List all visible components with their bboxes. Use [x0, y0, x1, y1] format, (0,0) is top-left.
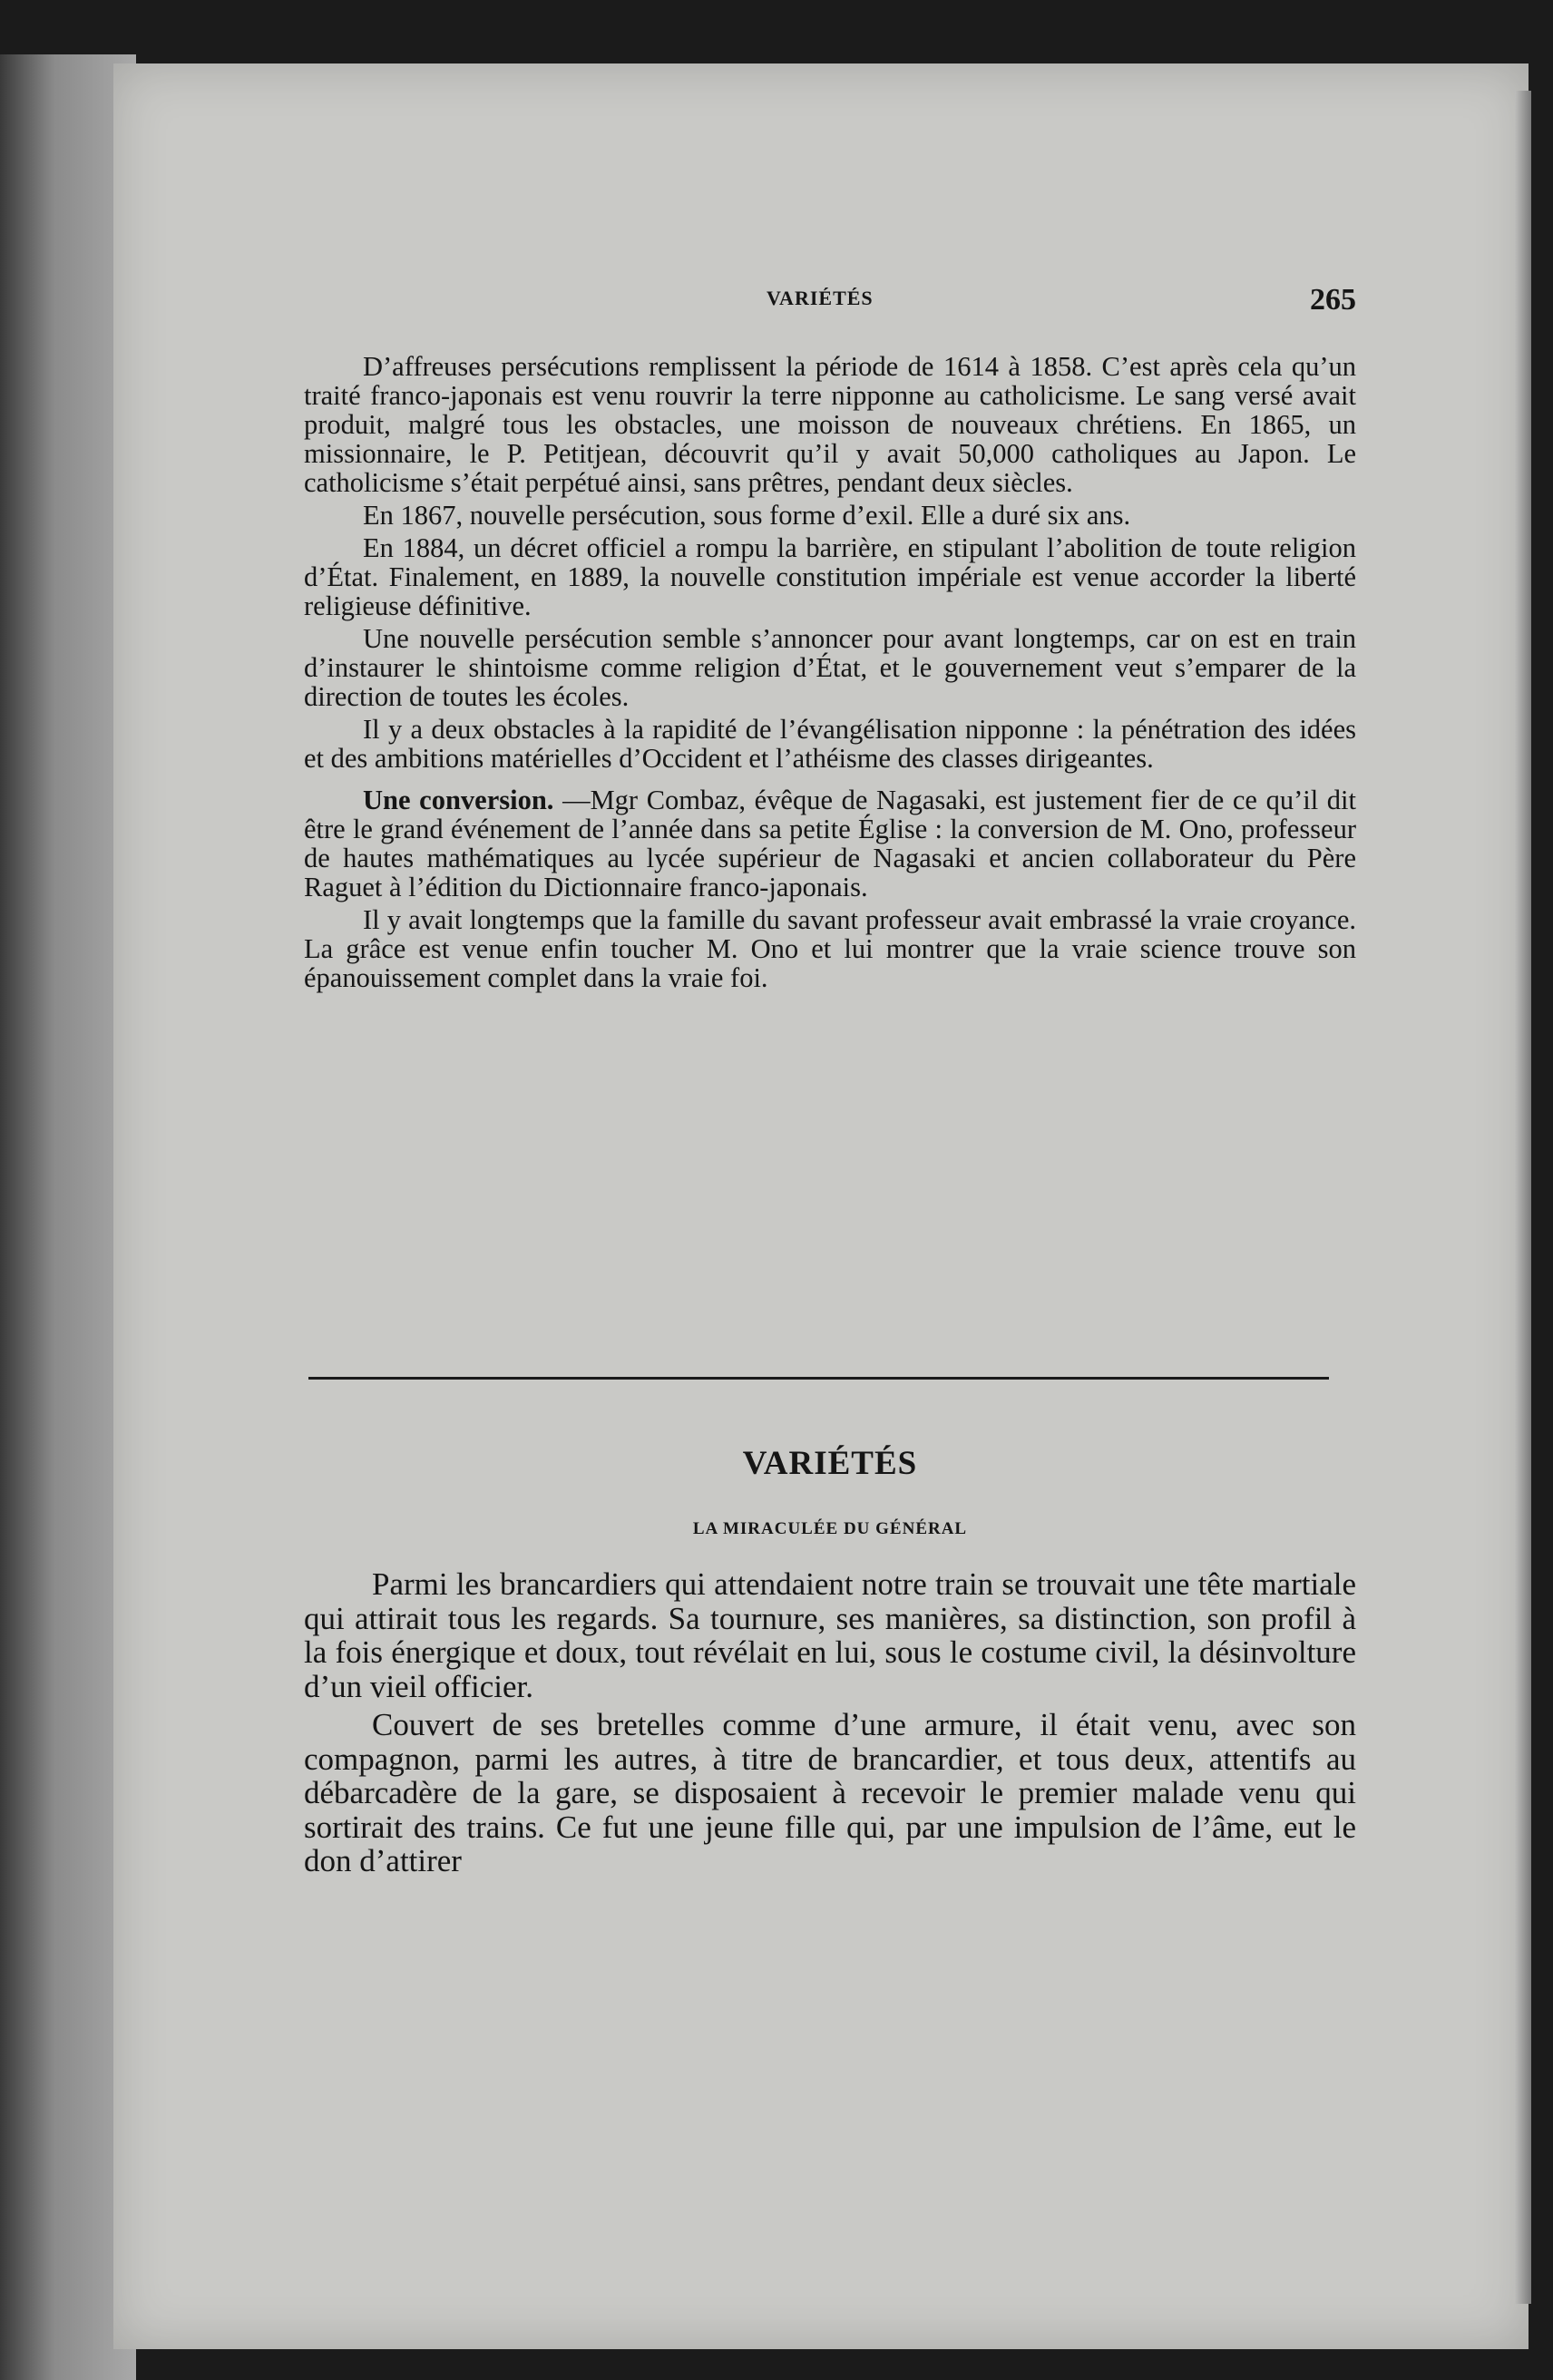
paragraph: Une nouvelle persécution semble s’annoncer pour avant longtemps, car on est en train d’instaurer le shintoisme comme religion d’État, et le gouvernement veut s’emparer de la direction de toutes les écoles.	[304, 623, 1356, 712]
paragraph: En 1884, un décret officiel a rompu la barrière, en stipulant l’abolition de toute religion d’État. Finalement, en 1889, la nouvelle constitution impériale est venue accorder la liberté religieuse définitive.	[304, 532, 1356, 621]
conversion-paragraph	[304, 785, 1356, 902]
paragraph: Couvert de ses bretelles comme d’une armure, il était venu, avec son compagnon, parmi les autres, à titre de brancardier, et tous deux, attentifs au débarcadère de la gare, se disposaient à recevoir le premier malade venu qui sortirait des trains. Ce fut une jeune fille qui, par une impulsion de l’âme, eut le don d’attirer	[304, 1707, 1356, 1878]
section-title: VARIÉTÉS	[742, 1445, 918, 1482]
section-subtitle: LA MIRACULÉE DU GÉNÉRAL	[692, 1519, 968, 1538]
paragraph: Il y avait longtemps que la famille du savant professeur avait embrassé la vraie croyance. La grâce est venue enfin toucher M. Ono et lui montrer que la vraie science trouve son épanouissement complet dans la vraie foi.	[304, 904, 1356, 993]
page-stack-edge	[1515, 91, 1531, 2304]
paragraph: En 1867, nouvelle persécution, sous forme d’exil. Elle a duré six ans.	[363, 500, 1131, 531]
paragraph: Il y a deux obstacles à la rapidité de l’évangélisation nipponne : la pénétration des idées et des ambitions matérielles d’Occident et l’athéisme des classes dirigeantes.	[304, 714, 1356, 774]
paragraph: D’affreuses persécutions remplissent la période de 1614 à 1858. C’est après cela qu’un traité franco-japonais est venu rouvrir la terre nipponne au catholicisme. Le sang versé avait produit, malgré tous les obstacles, une moisson de nouveaux chrétiens. En 1865, un missionnaire, le P. Petitjean, découvrit qu’il y avait 50,000 catholiques au Japon. Le catholicisme s’était perpétué ainsi, sans prêtres, pendant deux siècles.	[304, 351, 1356, 498]
section-divider	[308, 1377, 1329, 1380]
page-number: 265	[1310, 283, 1356, 317]
page-header	[304, 283, 1356, 319]
upper-article	[304, 352, 1356, 996]
paragraph: Parmi les brancardiers qui attendaient notre train se trouvait une tête martiale qui attirait tous les regards. Sa tournure, ses manières, sa distinction, son profil à la fois énergique et doux, tout révélait en lui, sous le costume civil, la désinvolture d’un vieil officier.	[304, 1566, 1356, 1704]
lower-article	[304, 1567, 1356, 1883]
running-head: VARIÉTÉS	[767, 287, 874, 309]
conversion-heading: Une conversion.	[363, 785, 554, 815]
conversion-text: —Mgr Combaz, évêque de Nagasaki, est justement fier de ce qu’il dit être le grand événement de l’année dans sa petite Église : la conversion de M. Ono, professeur de hautes mathématiques au lycée supérieur de Nagasaki et ancien collaborateur du Père Raguet à l’édition du Dictionnaire franco-japonais.	[304, 785, 1356, 902]
